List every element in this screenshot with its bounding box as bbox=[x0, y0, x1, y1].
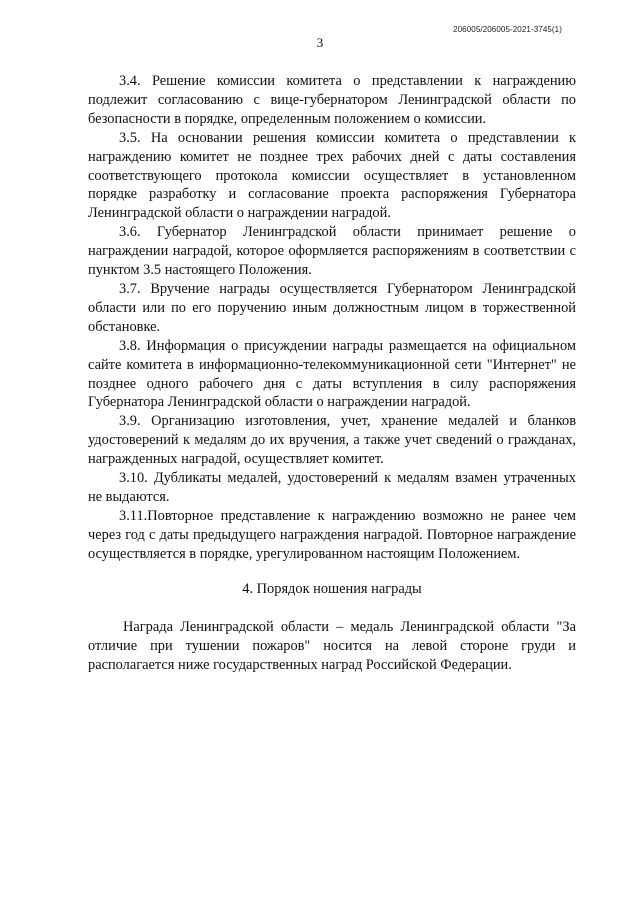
paragraph-3-10: 3.10. Дубликаты медалей, удостоверений к медалям взамен утраченных не выдаются. bbox=[88, 470, 576, 505]
paragraph-3-6: 3.6. Губернатор Ленинградской области принимает решение о награждении наградой, которое оформляется распоряжениям в соответствии с пунктом 3.5 настоящего Положения. bbox=[88, 224, 576, 279]
section-heading: 4. Порядок ношения награды bbox=[242, 580, 422, 597]
paragraph-3-11: 3.11.Повторное представление к награждению возможно не ранее чем через год с даты предыдущего награждения наградой. Повторное награждение осуществляется в порядке, урегулированном настоящим Положением. bbox=[88, 507, 576, 562]
paragraph-4-text: Награда Ленинградской области – медаль Ленинградской области "За отличие при тушении пожаров" носится на левой стороне груди и располагается ниже государственных наград Российской Федерации. bbox=[88, 619, 576, 674]
paragraph-3-4: 3.4. Решение комиссии комитета о представлении к награждению подлежит согласованию с вице-губернатором Ленинградской области по безопасности в порядке, определенным положением о комиссии. bbox=[88, 73, 576, 127]
paragraph-3-5: 3.5. На основании решения комиссии комитета о представлении к награждению комитет не позднее трех рабочих дней с даты составления соответствующего протокола комиссии осуществляет в установленном порядке разработку и согласование проекта распоряжения Губернатора Ленинградской области о награждении наградой. bbox=[88, 129, 576, 222]
document-body bbox=[88, 72, 576, 675]
paragraph-3-8: 3.8. Информация о присуждении награды размещается на официальном сайте комитета в информационно-телекоммуникационной сети "Интернет" не позднее одного рабочего дня с даты вступления в силу распоряжения Губернатора Ленинградской области о награждении наградой. bbox=[88, 337, 576, 411]
document-id: 206005/206005-2021-3745(1) bbox=[453, 25, 562, 34]
paragraph-3-9: 3.9. Организацию изготовления, учет, хранение медалей и бланков удостоверений к медалям до их вручения, а также учет сведений о гражданах, награжденных наградой, осуществляет комитет. bbox=[88, 413, 576, 468]
paragraph-3-7: 3.7. Вручение награды осуществляется Губернатором Ленинградской области или по его поручению иным должностным лицом в торжественной обстановке. bbox=[88, 280, 576, 335]
page-number: 3 bbox=[316, 35, 324, 50]
